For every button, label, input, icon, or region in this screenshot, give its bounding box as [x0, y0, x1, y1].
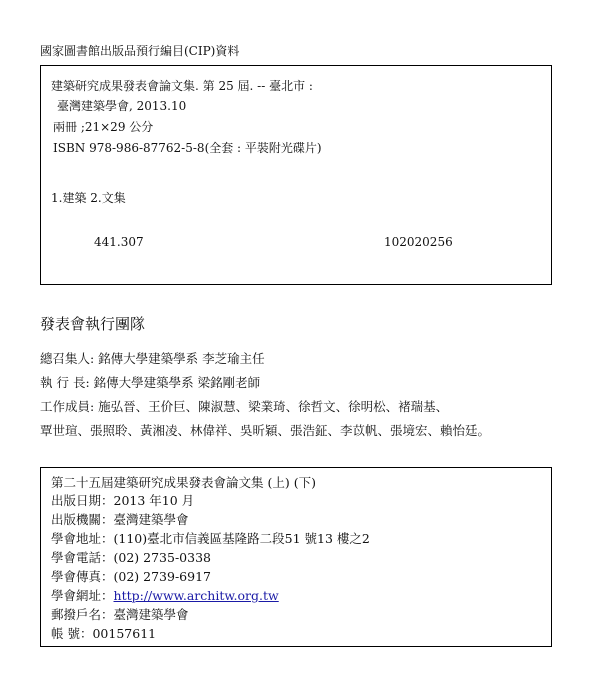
team-convener: 總召集人: 銘傳大學建築學系 李芝瑜主任 [40, 351, 265, 366]
team-executive: 執 行 長: 銘傳大學建築學系 梁銘剛老師 [40, 375, 261, 390]
website-label: 學會網址： [51, 588, 114, 603]
publisher: 出版機關：臺灣建築學會 [51, 512, 189, 527]
publication-date: 出版日期：2013 年10 月 [51, 493, 195, 508]
society-address: 學會地址：(110)臺北市信義區基隆路二段51 號13 樓之2 [51, 531, 370, 546]
cip-record-box [40, 65, 552, 285]
publication-title: 第二十五屆建築研究成果發表會論文集 (上) (下) [51, 475, 316, 490]
team-members-continued: 覃世瑄、張照聆、黃湘凌、林偉祥、吳昕穎、張浩鉦、李苡帆、張境宏、賴怡廷。 [40, 423, 491, 438]
cip-record-line: 兩冊 ;21×29 公分 [53, 120, 154, 134]
cip-record-line: 建築研究成果發表會論文集. 第 25 屆. -- 臺北市 : [51, 79, 313, 93]
publication-info-box [40, 467, 552, 647]
postal-account-name: 郵撥戶名：臺灣建築學會 [51, 607, 189, 622]
website-link[interactable]: http://www.architw.org.tw [113, 588, 279, 603]
team-heading: 發表會執行團隊 [40, 315, 146, 333]
cip-record-number: 102020256 [384, 235, 453, 249]
cip-classification: 441.307 [94, 235, 144, 249]
society-website [51, 586, 279, 604]
account-number: 帳 號：00157611 [51, 626, 157, 641]
society-phone: 學會電話：(02) 2735-0338 [51, 550, 211, 565]
cip-subjects: 1.建築 2.文集 [51, 191, 126, 205]
cip-heading: 國家圖書館出版品預行編目(CIP)資料 [40, 44, 240, 58]
society-fax: 學會傳真：(02) 2739-6917 [51, 569, 211, 584]
cip-record-line: ISBN 978-986-87762-5-8(全套 : 平裝附光碟片) [53, 141, 322, 155]
team-members: 工作成員: 施弘晉、王价巨、陳淑慧、梁業琦、徐哲文、徐明松、褚瑞基、 [40, 399, 449, 414]
cip-record-line: 臺灣建築學會, 2013.10 [57, 99, 187, 113]
